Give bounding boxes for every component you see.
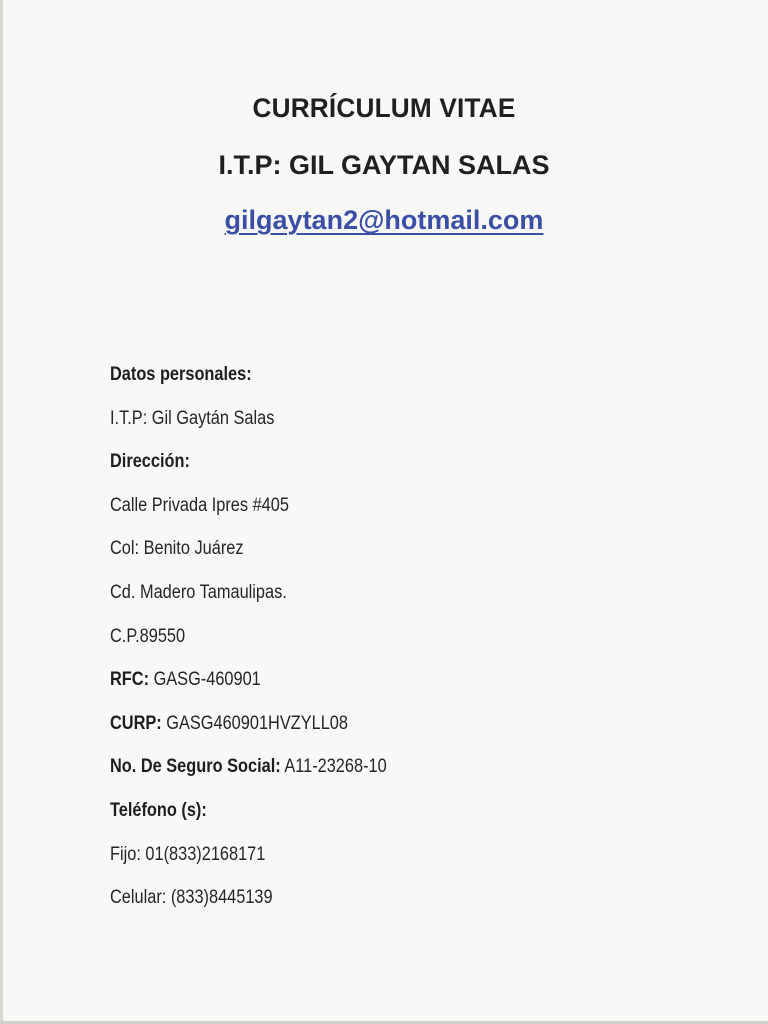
personal-data-section: [110, 360, 730, 927]
curp-value: GASG460901HVZYLL08: [161, 712, 348, 734]
candidate-name: I.T.P: GIL GAYTAN SALAS: [218, 150, 550, 180]
email-link[interactable]: gilgaytan2@hotmail.com: [224, 205, 544, 235]
personal-data-heading: Datos personales:: [110, 364, 252, 385]
rfc-label: RFC:: [110, 669, 150, 691]
landline-phone: Fijo: 01(833)2168171: [110, 843, 266, 865]
personal-name: I.T.P: Gil Gaytán Salas: [110, 407, 275, 429]
phones-heading: Teléfono (s):: [110, 799, 207, 821]
rfc-value: GASG-460901: [149, 669, 261, 691]
address-city: Cd. Madero Tamaulipas.: [110, 581, 287, 603]
cv-header: [0, 88, 768, 240]
rfc-row: [110, 665, 643, 709]
address-heading: Dirección:: [110, 451, 190, 473]
social-security-row: [110, 752, 643, 796]
document-title: CURRÍCULUM VITAE: [252, 93, 516, 123]
social-security-label: No. De Seguro Social:: [110, 756, 281, 778]
address-postal-code: C.P.89550: [110, 625, 186, 647]
mobile-phone: Celular: (833)8445139: [110, 887, 273, 909]
curp-row: [110, 709, 643, 753]
address-street: Calle Privada Ipres #405: [110, 494, 289, 516]
curp-label: CURP:: [110, 712, 162, 734]
address-colony: Col: Benito Juárez: [110, 538, 244, 560]
social-security-value: A11-23268-10: [280, 756, 387, 778]
